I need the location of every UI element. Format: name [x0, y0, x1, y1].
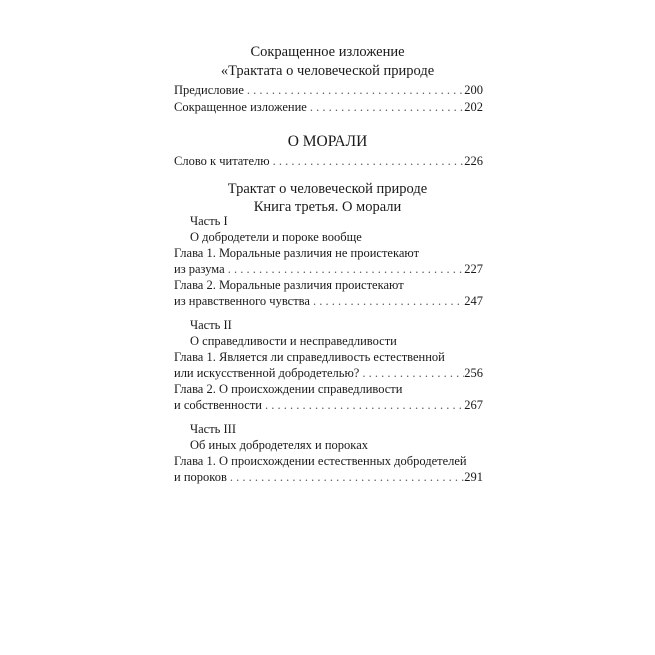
- leader-dots: [270, 153, 465, 169]
- toc-entry-part1-ch2[interactable]: [174, 293, 483, 309]
- toc-entry-part2-ch1[interactable]: [174, 365, 483, 381]
- toc-entry-label: и пороков: [174, 470, 227, 484]
- part2-subtitle: О справедливости и несправедливости: [190, 334, 397, 348]
- toc-page-number: 291: [464, 470, 483, 484]
- leader-dots: [225, 261, 465, 277]
- toc-entry-part2-ch2[interactable]: [174, 397, 483, 413]
- toc-entry-preface[interactable]: [174, 82, 483, 98]
- toc-entry-reader[interactable]: [174, 153, 483, 169]
- toc-entry-label: Сокращенное изложение: [174, 100, 307, 114]
- leader-dots: [262, 397, 464, 413]
- toc-page-number: 256: [464, 366, 483, 380]
- morals-heading: О МОРАЛИ: [287, 133, 368, 150]
- toc-entry-label: из нравственного чувства: [174, 294, 310, 308]
- toc-entry-part1-ch1[interactable]: [174, 261, 483, 277]
- part2-ch1-line1: Глава 1. Является ли справедливость естественной: [174, 350, 445, 364]
- leader-dots: [244, 82, 464, 98]
- leader-dots: [227, 469, 464, 485]
- leader-dots: [359, 365, 464, 381]
- toc-entry-label: и собственности: [174, 398, 263, 412]
- part2-ch2-line1: Глава 2. О происхождении справедливости: [174, 382, 403, 396]
- summary-heading-line2: «Трактата о человеческой природе: [220, 63, 435, 79]
- leader-dots: [307, 99, 464, 115]
- toc-page-number: 227: [464, 262, 483, 276]
- part1-subtitle: О добродетели и пороке вообще: [190, 230, 362, 244]
- toc-page-number: 202: [464, 100, 483, 114]
- toc-entry-part3-ch1[interactable]: [174, 469, 483, 485]
- leader-dots: [310, 293, 464, 309]
- part3-title: Часть III: [190, 422, 236, 436]
- treatise-heading-line2: Книга третья. О морали: [253, 199, 402, 215]
- toc-page-number: 247: [464, 294, 483, 308]
- treatise-heading-line1: Трактат о человеческой природе: [227, 181, 428, 197]
- part3-subtitle: Об иных добродетелях и пороках: [190, 438, 368, 452]
- part2-title: Часть II: [190, 318, 232, 332]
- part3-ch1-line1: Глава 1. О происхождении естественных добродетелей: [174, 454, 467, 468]
- toc-entry-summary[interactable]: [174, 99, 483, 115]
- toc-entry-label: или искусственной добродетелью?: [174, 366, 360, 380]
- part1-ch2-line1: Глава 2. Моральные различия проистекают: [174, 278, 404, 292]
- part1-title: Часть I: [190, 214, 228, 228]
- toc-entry-label: Предисловие: [174, 83, 244, 97]
- part1-ch1-line1: Глава 1. Моральные различия не проистекают: [174, 246, 420, 260]
- toc-page-number: 267: [464, 398, 483, 412]
- toc-page-number: 200: [464, 83, 483, 97]
- toc-page-number: 226: [464, 154, 483, 168]
- toc-entry-label: Слово к читателю: [174, 154, 270, 168]
- toc-entry-label: из разума: [174, 262, 225, 276]
- summary-heading-line1: Сокращенное изложение: [250, 44, 405, 60]
